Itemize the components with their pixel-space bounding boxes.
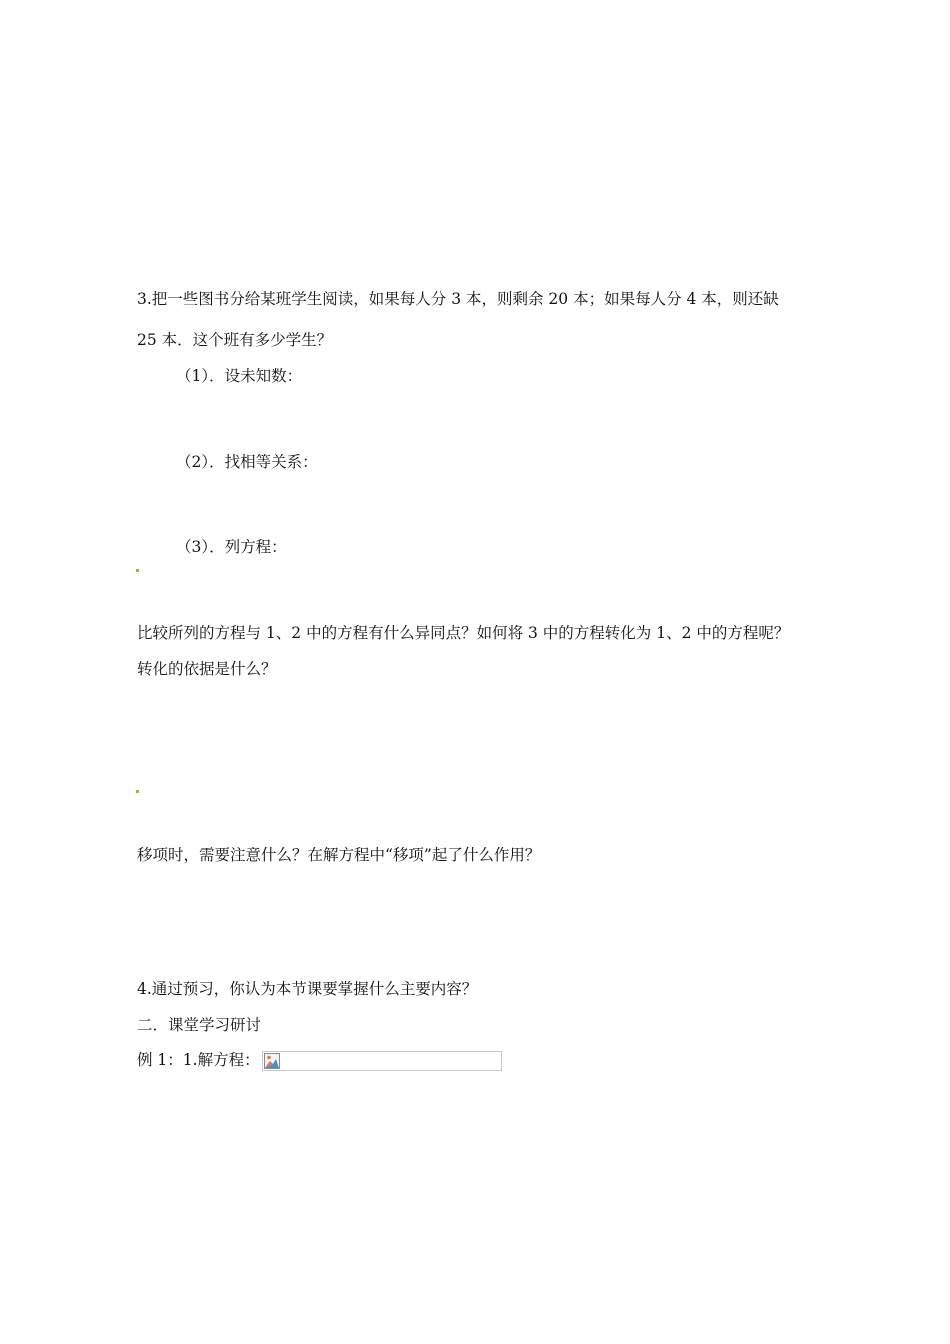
equation-image-placeholder [262, 1051, 502, 1071]
question-3-step-2: （2）．找相等关系： [176, 453, 318, 471]
compare-question-line-2: 转化的依据是什么？ [137, 660, 277, 678]
marker-dot [136, 569, 139, 572]
question-3-step-1: （1）．设未知数： [176, 367, 303, 385]
question-3-line-1: 3.把一些图书分给某班学生阅读，如果每人分 3 本，则剩余 20 本；如果每人分 4 本，则还缺 [137, 290, 779, 308]
section-2-heading: 二．课堂学习研讨 [137, 1016, 262, 1034]
question-3-line-2: 25 本．这个班有多少学生？ [137, 331, 333, 349]
marker-dot [136, 790, 139, 793]
question-3-step-3: （3）．列方程： [176, 538, 287, 556]
compare-question-line-1: 比较所列的方程与 1、2 中的方程有什么异同点？如何将 3 中的方程转化为 1、2 中的方程呢？ [137, 624, 790, 642]
example-1-label: 例 1：1.解方程： [137, 1051, 260, 1069]
example-1-line [137, 1050, 502, 1071]
question-4: 4.通过预习，你认为本节课要掌握什么主要内容？ [137, 980, 478, 998]
broken-image-icon [264, 1053, 280, 1069]
transpose-question: 移项时，需要注意什么？在解方程中“移项”起了什么作用？ [137, 846, 541, 864]
